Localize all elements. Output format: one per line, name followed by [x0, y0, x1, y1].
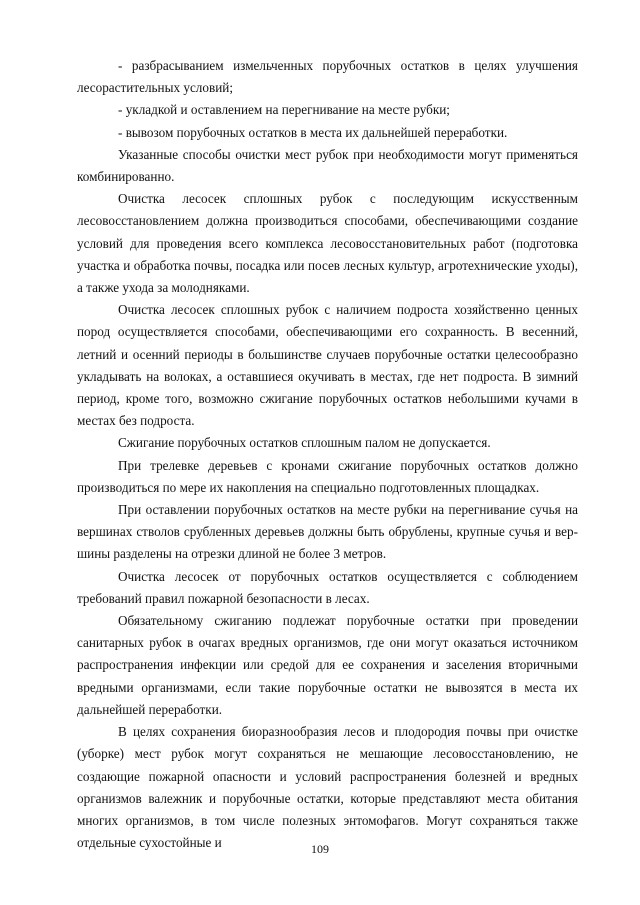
body-text [77, 55, 578, 854]
paragraph: В целях сохранения биоразнообразия лесов и плодородия почвы при очистке (уборке) мест рубок могут сохраняться не мешающие лесовосстановлению, не создающие пожарной опасности и условий распространения болезней и вредных организмов валежник и порубочные остатки, которые представляют места обитания многих организмов, в том числе полезных энтомофагов. Могут сохраняться также отдельные сухостойные и [77, 724, 578, 851]
paragraph-bullet-3: - вывозом порубочных остатков в места их дальнейшей переработки. [118, 124, 508, 140]
paragraph-bullet-1: - разбрасыванием измельченных порубочных остатков в целях улучшения лесорастительных условий; [77, 58, 578, 96]
paragraph: Очистка лесосек сплошных рубок с последующим искусственным лесовосстановлением должна производиться способами, обеспечивающими создание условий для проведения всего комплекса лесовосстановительных работ (подготовка участка и обработка почвы, посадка или посев лесных культур, агротехнические уходы), а также ухода за молодняками. [77, 191, 578, 296]
paragraph: Очистка лесосек сплошных рубок с наличием подроста хозяйственно ценных пород осуществляется способами, обеспечивающими его сохранность. В весенний, летний и осенний периоды в большинстве случаев порубочные остатки целесообразно укладывать на волоках, а оставшиеся окучивать в местах, где нет подроста. В зимний период, кроме того, возможно сжигание порубочных остатков небольшими кучами в местах без подроста. [77, 302, 578, 429]
paragraph: При оставлении порубочных остатков на месте рубки на перегнивание сучья на вершинах стволов срубленных деревьев должны быть обрублены, крупные сучья и вершины разделены на отрезки длиной не более 3 метров. [77, 502, 578, 562]
paragraph: При трелевке деревьев с кронами сжигание порубочных остатков должно производиться по мере их накопления на специально подготовленных площадках. [77, 457, 578, 495]
paragraph: Обязательному сжиганию подлежат порубочные остатки при проведении санитарных рубок в очагах вредных организмов, где они могут оказаться источником распространения инфекции или средой для ее сохранения и заселения вторичными вредными организмами, если такие порубочные остатки не вывозятся в места их дальнейшей переработки. [77, 613, 578, 717]
paragraph: Сжигание порубочных остатков сплошным палом не допускается. [118, 435, 491, 451]
page-number: 109 [311, 842, 329, 856]
paragraph: Указанные способы очистки мест рубок при необходимости могут применяться комбинированно. [77, 146, 578, 185]
paragraph: Очистка лесосек от порубочных остатков осуществляется с соблюдением требований правил пожарной безопасности в лесах. [77, 568, 578, 606]
paragraph-bullet-2: - укладкой и оставлением на перегнивание на месте рубки; [118, 102, 450, 118]
